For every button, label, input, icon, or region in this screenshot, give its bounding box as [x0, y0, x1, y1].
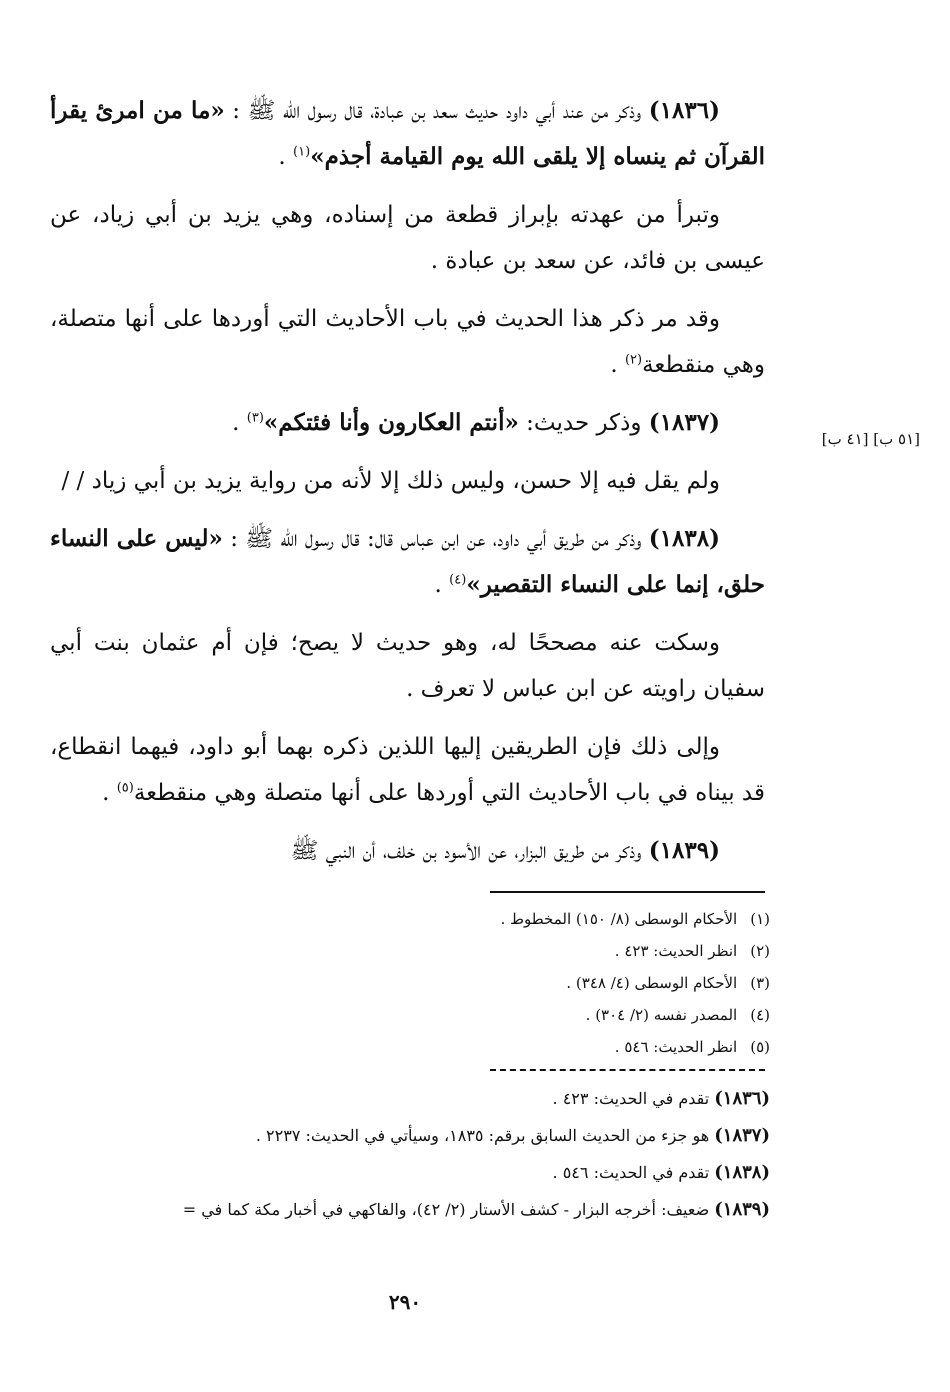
hadith-number: (١٨٣٧) — [648, 409, 720, 436]
takhrij-text: هو جزء من الحديث السابق برقم: ١٨٣٥، وسيأتي في الحديث: ٢٢٣٧ . — [255, 1126, 715, 1145]
takhrij-separator — [490, 1069, 765, 1071]
paragraph — [50, 88, 765, 180]
footnote-number: (٢) — [750, 942, 770, 960]
manuscript-folio-reference: [٥١ ب] [٤١ ب] — [821, 430, 920, 448]
takhrij-notes — [20, 1080, 770, 1228]
main-text — [50, 88, 765, 886]
footnote-number: (٥) — [750, 1038, 770, 1056]
takhrij-note — [20, 1154, 770, 1191]
paragraph-tail: . — [102, 780, 117, 806]
takhrij-number: (١٨٣٨) — [714, 1162, 770, 1183]
paragraph — [50, 828, 765, 874]
hadith-number: (١٨٣٨) — [648, 525, 720, 552]
footnote-separator — [490, 891, 765, 893]
footnote-text: المصدر نفسه (٢/ ٣٠٤) . — [585, 1006, 738, 1024]
footnote — [150, 1031, 770, 1063]
paragraph — [50, 620, 765, 712]
footnotes — [150, 903, 770, 1063]
hadith-quote: «ليس على النساء حلق، إنما على النساء التقصير» — [50, 525, 765, 598]
hadith-number: (١٨٣٦) — [648, 97, 720, 124]
paragraph — [50, 296, 765, 388]
paragraph — [50, 458, 765, 504]
takhrij-number: (١٨٣٧) — [714, 1125, 770, 1146]
footnote-number: (٤) — [750, 1006, 770, 1024]
takhrij-note — [20, 1191, 770, 1228]
takhrij-number: (١٨٣٦) — [714, 1088, 770, 1109]
footnote-ref: (٣) — [246, 410, 264, 426]
takhrij-note — [20, 1117, 770, 1154]
paragraph-text: وذكر من عند أبي داود حديث سعد بن عبادة، قال رسول الله ﷺ : — [224, 98, 649, 124]
takhrij-text: تقدم في الحديث: ٤٢٣ . — [552, 1089, 715, 1108]
footnote-text: الأحكام الوسطى (٤/ ٣٤٨) . — [566, 974, 738, 992]
footnote-ref: (٥) — [116, 780, 134, 796]
paragraph-text: وذكر حديث: — [518, 410, 649, 436]
hadith-number: (١٨٣٩) — [648, 837, 720, 864]
footnote-text: الأحكام الوسطى (٨/ ١٥٠) المخطوط . — [500, 910, 738, 928]
footnote-text: انظر الحديث: ٤٢٣ . — [614, 942, 738, 960]
paragraph — [50, 400, 765, 446]
footnote — [150, 999, 770, 1031]
hadith-quote: «ما من امرئ يقرأ القرآن ثم ينساه إلا يلقى الله يوم القيامة أجذم» — [50, 97, 765, 170]
paragraph-tail: . — [434, 572, 450, 598]
paragraph-tail: . — [278, 144, 294, 170]
takhrij-number: (١٨٣٩) — [714, 1199, 770, 1220]
paragraph-tail: . — [232, 410, 247, 436]
footnote-ref: (٤) — [449, 572, 467, 588]
paragraph-text: ولم يقل فيه إلا حسن، وليس ذلك إلا لأنه من رواية يزيد بن أبي زياد / / — [61, 468, 720, 494]
footnote-number: (١) — [750, 910, 770, 928]
footnote-ref: (٢) — [624, 352, 643, 368]
paragraph — [50, 516, 765, 608]
footnote-ref: (١) — [293, 144, 311, 160]
takhrij-note — [20, 1080, 770, 1117]
paragraph — [50, 724, 765, 816]
footnote — [150, 903, 770, 935]
footnote-number: (٣) — [750, 974, 770, 992]
paragraph — [50, 192, 765, 284]
paragraph-text: وذكر من طريق أبي داود، عن ابن عباس قال: قال رسول الله ﷺ : — [222, 526, 649, 552]
footnote — [150, 935, 770, 967]
takhrij-text: تقدم في الحديث: ٥٤٦ . — [552, 1163, 715, 1182]
paragraph-text: وقد مر ذكر هذا الحديث في باب الأحاديث التي أوردها على أنها متصلة، وهي منقطعة — [50, 306, 765, 378]
paragraph-text: وتبرأ من عهدته بإبراز قطعة من إسناده، وهي يزيد بن أبي زياد، عن عيسى بن فائد، عن سعد بن عبادة . — [50, 202, 765, 274]
paragraph-text: وسكت عنه مصححًا له، وهو حديث لا يصح؛ فإن أم عثمان بنت أبي سفيان راويته عن ابن عباس لا تعرف . — [50, 630, 765, 702]
takhrij-text: ضعيف: أخرجه البزار - كشف الأستار (٢/ ٤٢)، والفاكهي في أخبار مكة كما في = — [182, 1200, 715, 1219]
page-number: ٢٩٠ — [388, 1290, 422, 1314]
hadith-quote: «أنتم العكارون وأنا فئتكم» — [263, 409, 519, 436]
paragraph-text: وإلى ذلك فإن الطريقين إليها اللذين ذكره بهما أبو داود، فيهما انقطاع، قد بيناه في باب الأحاديث التي أوردها على أنها متصلة وهي منقطعة — [50, 734, 765, 806]
paragraph-text: وذكر من طريق البزار، عن الأسود بن خلف، أن النبي ﷺ — [290, 838, 649, 864]
footnote-text: انظر الحديث: ٥٤٦ . — [614, 1038, 738, 1056]
paragraph-tail: . — [610, 352, 625, 378]
footnote — [150, 967, 770, 999]
